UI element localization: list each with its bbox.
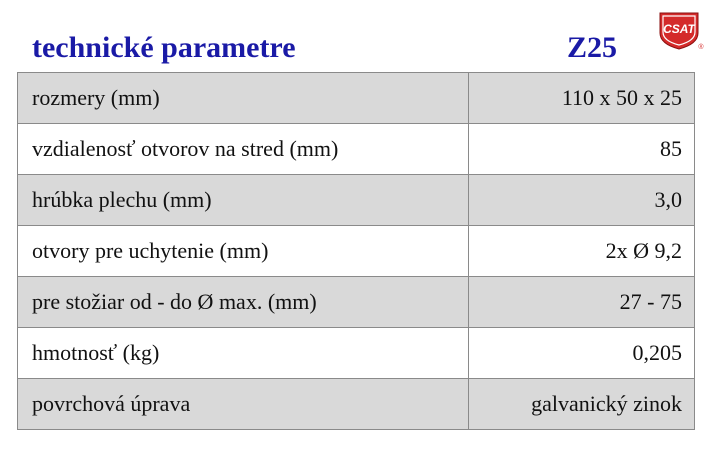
row-value: galvanický zinok (469, 379, 695, 430)
row-label: pre stožiar od - do Ø max. (mm) (18, 277, 469, 328)
row-value: 0,205 (469, 328, 695, 379)
svg-text:®: ® (698, 44, 704, 51)
row-value: 110 x 50 x 25 (469, 73, 695, 124)
row-label: hrúbka plechu (mm) (18, 175, 469, 226)
row-value: 2x Ø 9,2 (469, 226, 695, 277)
model-name: Z25 (567, 31, 618, 64)
table-row (18, 73, 695, 124)
row-value: 3,0 (469, 175, 695, 226)
page-title: technické parametre (32, 31, 296, 64)
row-label: rozmery (mm) (18, 73, 469, 124)
row-value: 85 (469, 124, 695, 175)
table-row (18, 328, 695, 379)
row-label: otvory pre uchytenie (mm) (18, 226, 469, 277)
table-row (18, 124, 695, 175)
parameters-table (17, 72, 695, 430)
csat-logo (658, 11, 704, 51)
row-label: hmotnosť (kg) (18, 328, 469, 379)
table-row (18, 175, 695, 226)
table-row (18, 226, 695, 277)
table-row (18, 277, 695, 328)
row-label: povrchová úprava (18, 379, 469, 430)
table-row (18, 379, 695, 430)
svg-text:CSAT: CSAT (663, 22, 695, 36)
row-label: vzdialenosť otvorov na stred (mm) (18, 124, 469, 175)
row-value: 27 - 75 (469, 277, 695, 328)
